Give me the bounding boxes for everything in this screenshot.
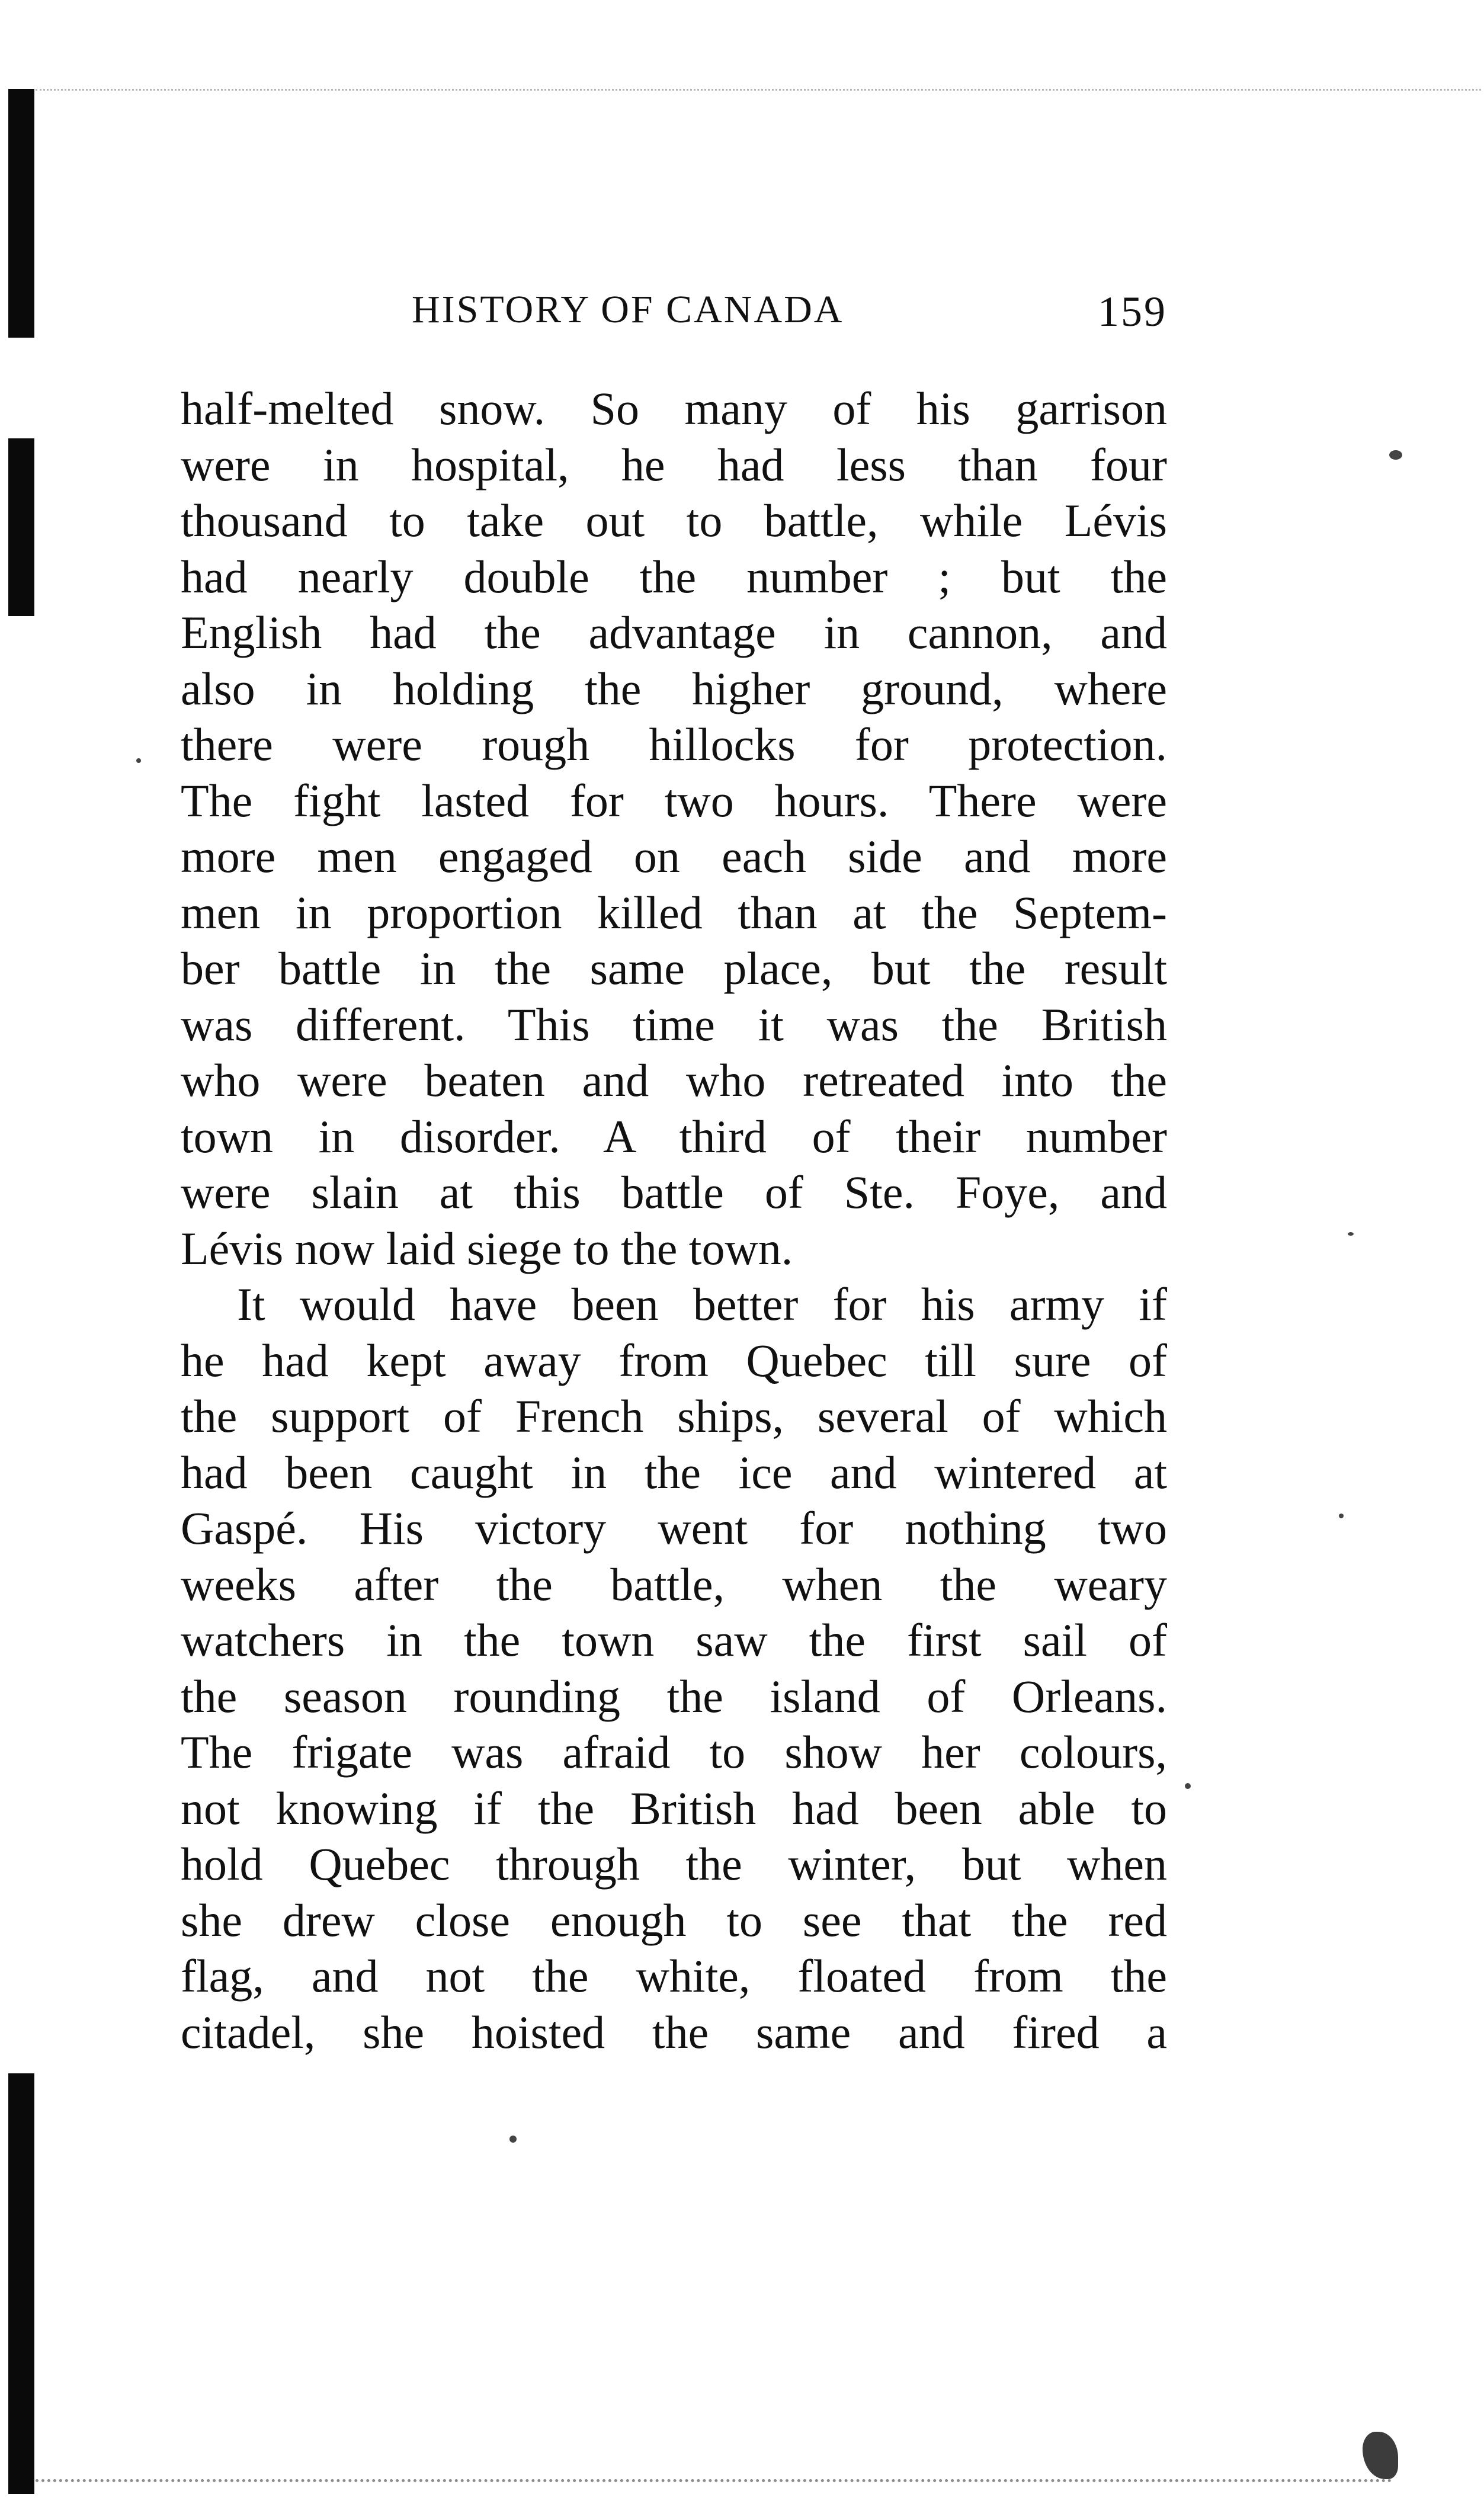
scan-speck — [1348, 1232, 1354, 1236]
scan-speck — [1185, 1783, 1191, 1789]
scan-noise-bottom-edge — [36, 2479, 1392, 2482]
text-line: the season rounding the island of Orleans. — [181, 1670, 1167, 1722]
text-line: Gaspé. His victory went for nothing two — [181, 1502, 1167, 1554]
text-line: flag, and not the white, floated from the — [181, 1950, 1167, 2002]
scan-speck — [1339, 1514, 1344, 1518]
text-line: had nearly double the number ; but the — [181, 550, 1167, 602]
scan-edge-bar-bottom — [8, 2073, 34, 2494]
page-number: 159 — [1098, 288, 1167, 335]
running-head — [178, 287, 1167, 335]
text-line: thousand to take out to battle, while Lévis — [181, 495, 1167, 546]
text-line: the support of French ships, several of which — [181, 1390, 1167, 1442]
text-line: also in holding the higher ground, where — [181, 662, 1167, 714]
text-line: The frigate was afraid to show her colours, — [181, 1726, 1167, 1778]
text-line: It would have been better for his army if — [237, 1278, 1167, 1330]
body-text — [181, 381, 1167, 2060]
text-line: Lévis now laid siege to the town. — [181, 1222, 793, 1274]
text-line: who were beaten and who retreated into the — [181, 1054, 1167, 1106]
scan-smudge-bottom-right — [1363, 2432, 1398, 2479]
scan-speck — [1389, 450, 1402, 460]
paragraph-1 — [181, 381, 1167, 1277]
scan-noise-top-edge — [36, 89, 1481, 91]
text-line: not knowing if the British had been able to — [181, 1782, 1167, 1834]
text-line: more men engaged on each side and more — [181, 831, 1167, 882]
text-line: hold Quebec through the winter, but when — [181, 1838, 1167, 1890]
scan-edge-bar-middle — [8, 438, 34, 616]
text-line: he had kept away from Quebec till sure of — [181, 1334, 1167, 1386]
text-line: men in proportion killed than at the Septem- — [181, 886, 1167, 938]
text-line: town in disorder. A third of their number — [181, 1110, 1167, 1162]
text-line: The fight lasted for two hours. There were — [181, 774, 1167, 826]
scan-edge-bar-top — [8, 89, 34, 338]
text-line: was different. This time it was the British — [181, 998, 1167, 1050]
paragraph-2 — [181, 1277, 1167, 2060]
text-line: ber battle in the same place, but the result — [181, 942, 1167, 994]
scan-speck — [509, 2136, 517, 2143]
scan-speck — [136, 758, 141, 763]
text-line: had been caught in the ice and wintered at — [181, 1446, 1167, 1498]
text-line: there were rough hillocks for protection. — [181, 719, 1167, 770]
text-line: half-melted snow. So many of his garrison — [181, 383, 1167, 434]
text-line: she drew close enough to see that the red — [181, 1894, 1167, 1946]
text-line: were slain at this battle of Ste. Foye, and — [181, 1166, 1167, 1218]
running-head-title: HISTORY OF CANADA — [412, 288, 844, 331]
text-line: watchers in the town saw the first sail of — [181, 1614, 1167, 1666]
text-line: were in hospital, he had less than four — [181, 438, 1167, 490]
text-line: English had the advantage in cannon, and — [181, 607, 1167, 658]
text-line: weeks after the battle, when the weary — [181, 1558, 1167, 1610]
text-line: citadel, she hoisted the same and fired a — [181, 2006, 1167, 2058]
